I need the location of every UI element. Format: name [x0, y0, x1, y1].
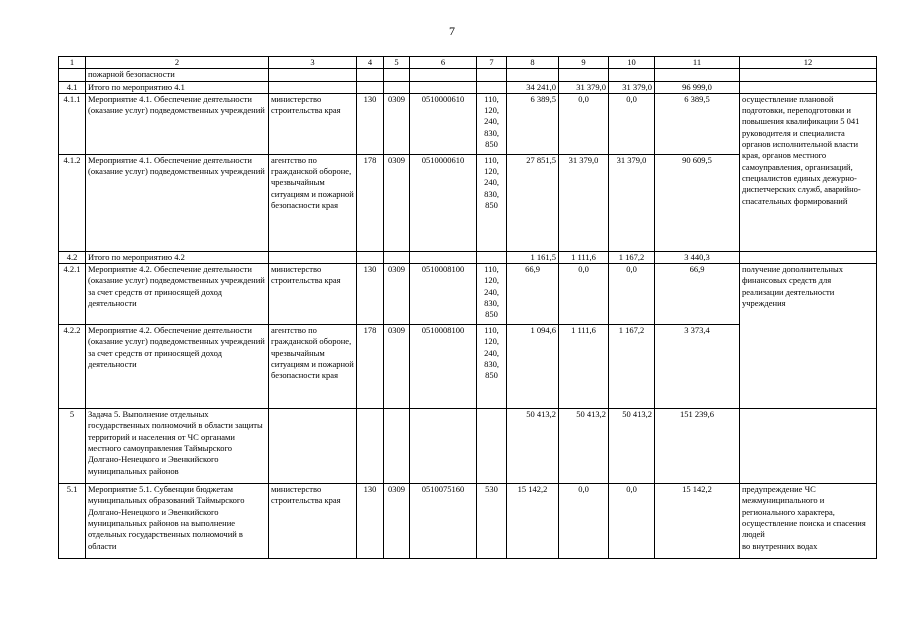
year2-amount: 0,0: [559, 93, 609, 154]
total-amount: 90 609,5: [655, 154, 740, 251]
year1-amount: 1 161,5: [507, 251, 559, 263]
program-table: [58, 56, 877, 559]
total-amount: [655, 69, 740, 81]
grbs-code: [357, 251, 384, 263]
vr-code: [477, 251, 507, 263]
expected-result: осуществление плановой подготовки, переподготовки и повышения квалификации 5 041 руководителя и специалиста органов исполнительной власти края, органов местного самоуправления, организаций, специалистов единых дежурно-диспетчерских служб, аварийно-спасательных формирований: [740, 93, 877, 251]
grbs-code: 130: [357, 264, 384, 325]
year1-amount: 34 241,0: [507, 81, 559, 93]
rzpr-code: 0309: [384, 484, 410, 559]
vr-code: 530: [477, 484, 507, 559]
vr-code: 110, 120, 240, 830, 850: [477, 154, 507, 251]
total-amount: 3 440,3: [655, 251, 740, 263]
grbs-code: 178: [357, 325, 384, 409]
header-cell: 11: [655, 57, 740, 69]
expected-result: [740, 251, 877, 263]
measure-name: Задача 5. Выполнение отдельных государственных полномочий в области защиты территорий и населения от ЧС органами местного самоуправления Таймырского Долгано-Ненецкого и Эвенкийского муниципальных районов: [86, 409, 269, 484]
header-cell: 4: [357, 57, 384, 69]
rzpr-code: 0309: [384, 93, 410, 154]
header-cell: 12: [740, 57, 877, 69]
executor: [269, 69, 357, 81]
vr-code: 110, 120, 240, 830, 850: [477, 325, 507, 409]
csr-code: [410, 409, 477, 484]
year3-amount: 0,0: [609, 93, 655, 154]
measure-name: Мероприятие 4.1. Обеспечение деятельности (оказание услуг) подведомственных учреждений: [86, 154, 269, 251]
rzpr-code: [384, 251, 410, 263]
executor: [269, 251, 357, 263]
row-number: 4.2.2: [59, 325, 86, 409]
header-cell: 9: [559, 57, 609, 69]
grbs-code: 130: [357, 484, 384, 559]
header-cell: 1: [59, 57, 86, 69]
measure-name: Мероприятие 4.1. Обеспечение деятельности (оказание услуг) подведомственных учреждений: [86, 93, 269, 154]
vr-code: 110, 120, 240, 830, 850: [477, 93, 507, 154]
grbs-code: [357, 409, 384, 484]
rzpr-code: [384, 81, 410, 93]
vr-code: 110, 120, 240, 830, 850: [477, 264, 507, 325]
vr-code: [477, 409, 507, 484]
row-number: 4.1.1: [59, 93, 86, 154]
table-row-continuation: [59, 69, 877, 81]
vr-code: [477, 69, 507, 81]
total-amount: 3 373,4: [655, 325, 740, 409]
total-amount: 6 389,5: [655, 93, 740, 154]
executor: [269, 409, 357, 484]
measure-name: Мероприятие 5.1. Субвенции бюджетам муниципальных образований Таймырского Долгано-Ненецкого и Эвенкийского муниципальных районов на выполнение отдельных государственных полномочий в области: [86, 484, 269, 559]
year3-amount: 1 167,2: [609, 325, 655, 409]
measure-name: Итого по мероприятию 4.2: [86, 251, 269, 263]
total-amount: 151 239,6: [655, 409, 740, 484]
table-row-4-1-1: [59, 93, 877, 154]
row-number: [59, 69, 86, 81]
header-cell: 8: [507, 57, 559, 69]
table-row-total-4-1: [59, 81, 877, 93]
year1-amount: [507, 69, 559, 81]
csr-code: [410, 81, 477, 93]
csr-code: [410, 69, 477, 81]
grbs-code: [357, 81, 384, 93]
year1-amount: 27 851,5: [507, 154, 559, 251]
row-number: 4.2: [59, 251, 86, 263]
year3-amount: 50 413,2: [609, 409, 655, 484]
year2-amount: 0,0: [559, 484, 609, 559]
row-number: 5.1: [59, 484, 86, 559]
rzpr-code: [384, 409, 410, 484]
table-row-task-5: [59, 409, 877, 484]
grbs-code: 130: [357, 93, 384, 154]
year2-amount: 0,0: [559, 264, 609, 325]
measure-name: пожарной безопасности: [86, 69, 269, 81]
year3-amount: 31 379,0: [609, 81, 655, 93]
table-row-total-4-2: [59, 251, 877, 263]
page-number: 7: [449, 24, 455, 38]
year3-amount: 31 379,0: [609, 154, 655, 251]
row-number: 4.2.1: [59, 264, 86, 325]
total-amount: 66,9: [655, 264, 740, 325]
expected-result: получение дополнительных финансовых средств для реализации деятельности учреждения: [740, 264, 877, 409]
year3-amount: 0,0: [609, 484, 655, 559]
year3-amount: 0,0: [609, 264, 655, 325]
year1-amount: 66,9: [507, 264, 559, 325]
header-cell: 3: [269, 57, 357, 69]
measure-name: Итого по мероприятию 4.1: [86, 81, 269, 93]
year2-amount: 1 111,6: [559, 325, 609, 409]
executor: агентство по гражданской обороне, чрезвычайным ситуациям и пожарной безопасности края: [269, 325, 357, 409]
table-row-5-1: [59, 484, 877, 559]
rzpr-code: 0309: [384, 325, 410, 409]
executor: [269, 81, 357, 93]
year1-amount: 50 413,2: [507, 409, 559, 484]
csr-code: 0510000610: [410, 154, 477, 251]
rzpr-code: 0309: [384, 154, 410, 251]
vr-code: [477, 81, 507, 93]
rzpr-code: 0309: [384, 264, 410, 325]
executor: министерство строительства края: [269, 484, 357, 559]
csr-code: 0510000610: [410, 93, 477, 154]
executor: министерство строительства края: [269, 264, 357, 325]
year1-amount: 15 142,2: [507, 484, 559, 559]
expected-result: предупреждение ЧС межмуниципального и регионального характера, осуществление поиска и спасения людей во внутренних водах: [740, 484, 877, 559]
total-amount: 96 999,0: [655, 81, 740, 93]
year3-amount: 1 167,2: [609, 251, 655, 263]
csr-code: 0510008100: [410, 264, 477, 325]
header-cell: 2: [86, 57, 269, 69]
year3-amount: [609, 69, 655, 81]
year2-amount: 31 379,0: [559, 81, 609, 93]
row-number: 5: [59, 409, 86, 484]
row-number: 4.1.2: [59, 154, 86, 251]
measure-name: Мероприятие 4.2. Обеспечение деятельности (оказание услуг) подведомственных учреждений за счет средств от приносящей доход деятельности: [86, 325, 269, 409]
csr-code: [410, 251, 477, 263]
csr-code: 0510008100: [410, 325, 477, 409]
expected-result: [740, 69, 877, 81]
table-row-4-2-1: [59, 264, 877, 325]
year2-amount: 31 379,0: [559, 154, 609, 251]
header-cell: 6: [410, 57, 477, 69]
header-row: [59, 57, 877, 69]
rzpr-code: [384, 69, 410, 81]
expected-result: [740, 409, 877, 484]
header-cell: 5: [384, 57, 410, 69]
year2-amount: [559, 69, 609, 81]
year2-amount: 50 413,2: [559, 409, 609, 484]
csr-code: 0510075160: [410, 484, 477, 559]
header-cell: 10: [609, 57, 655, 69]
row-number: 4.1: [59, 81, 86, 93]
grbs-code: [357, 69, 384, 81]
total-amount: 15 142,2: [655, 484, 740, 559]
expected-result: [740, 81, 877, 93]
year1-amount: 6 389,5: [507, 93, 559, 154]
executor: министерство строительства края: [269, 93, 357, 154]
measure-name: Мероприятие 4.2. Обеспечение деятельности (оказание услуг) подведомственных учреждений за счет средств от приносящей доход деятельности: [86, 264, 269, 325]
executor: агентство по гражданской обороне, чрезвычайным ситуациям и пожарной безопасности края: [269, 154, 357, 251]
year2-amount: 1 111,6: [559, 251, 609, 263]
header-cell: 7: [477, 57, 507, 69]
grbs-code: 178: [357, 154, 384, 251]
year1-amount: 1 094,6: [507, 325, 559, 409]
